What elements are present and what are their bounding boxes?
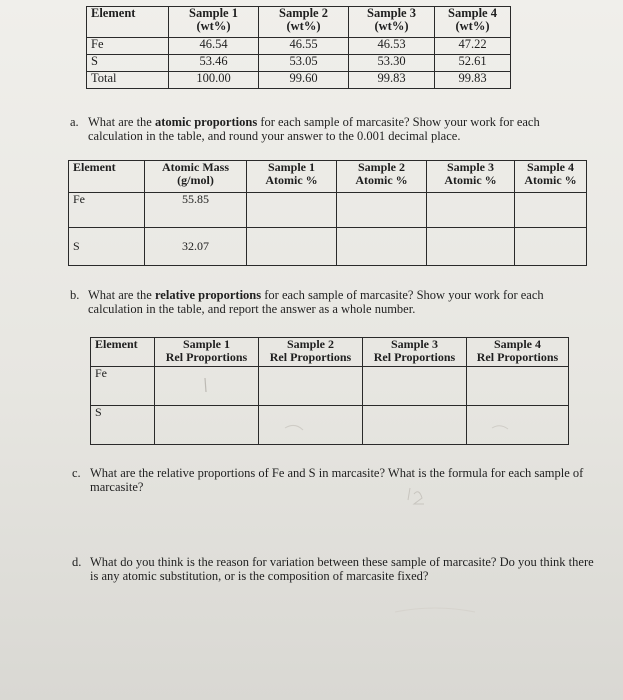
value-cell: 46.55 (259, 38, 349, 55)
header-cell: Sample 1 (wt%) (169, 7, 259, 38)
value-cell: 53.46 (169, 55, 259, 72)
question-label: b. (70, 288, 80, 302)
element-cell: S (91, 406, 155, 445)
question-c (72, 466, 592, 498)
header-cell: Sample 2 Rel Proportions (259, 338, 363, 367)
question-label: d. (72, 555, 82, 569)
question-text: What are the relative proportions of Fe and S in marcasite? What is the formula for each sample of marcasite? (90, 466, 584, 494)
question-label: c. (72, 466, 81, 480)
atomic-mass-cell: 32.07 (145, 228, 247, 266)
question-d (72, 555, 592, 587)
value-cell: 99.83 (349, 72, 435, 89)
header-cell: Element (69, 161, 145, 193)
question-text: What are the relative proportions for each sample of marcasite? Show your work for each calculation in the table, and report the answer as a whole number. (88, 288, 544, 316)
header-cell: Sample 2 (wt%) (259, 7, 349, 38)
value-cell: 52.61 (435, 55, 511, 72)
header-cell: Sample 3 Rel Proportions (363, 338, 467, 367)
question-label: a. (70, 115, 79, 129)
value-cell: 53.30 (349, 55, 435, 72)
value-cell: 100.00 (169, 72, 259, 89)
header-cell: Sample 4 (wt%) (435, 7, 511, 38)
header-cell: Sample 4 Atomic % (515, 161, 587, 193)
header-cell: Atomic Mass (g/mol) (145, 161, 247, 193)
element-cell: S (69, 228, 145, 266)
value-cell: 99.60 (259, 72, 349, 89)
element-cell: S (87, 55, 169, 72)
header-cell: Sample 4 Rel Proportions (467, 338, 569, 367)
question-text: What are the atomic proportions for each sample of marcasite? Show your work for each calculation in the table, and round your answer to the 0.001 decimal place. (88, 115, 540, 143)
header-cell: Sample 2 Atomic % (337, 161, 427, 193)
header-cell: Sample 1 Atomic % (247, 161, 337, 193)
header-cell: Element (91, 338, 155, 367)
header-cell: Sample 3 Atomic % (427, 161, 515, 193)
atomic-mass-cell: 55.85 (145, 193, 247, 228)
value-cell: 53.05 (259, 55, 349, 72)
header-cell: Element (87, 7, 169, 38)
header-cell: Sample 1 Rel Proportions (155, 338, 259, 367)
value-cell: 46.53 (349, 38, 435, 55)
element-cell: Fe (87, 38, 169, 55)
element-cell: Fe (69, 193, 145, 228)
value-cell: 47.22 (435, 38, 511, 55)
header-cell: Sample 3 (wt%) (349, 7, 435, 38)
value-cell: 46.54 (169, 38, 259, 55)
question-text: What do you think is the reason for variation between these sample of marcasite? Do you think there is any atomic substitution, or is the composition of marcasite fixed? (90, 555, 594, 583)
value-cell: 99.83 (435, 72, 511, 89)
element-cell: Fe (91, 367, 155, 406)
element-cell: Total (87, 72, 169, 89)
